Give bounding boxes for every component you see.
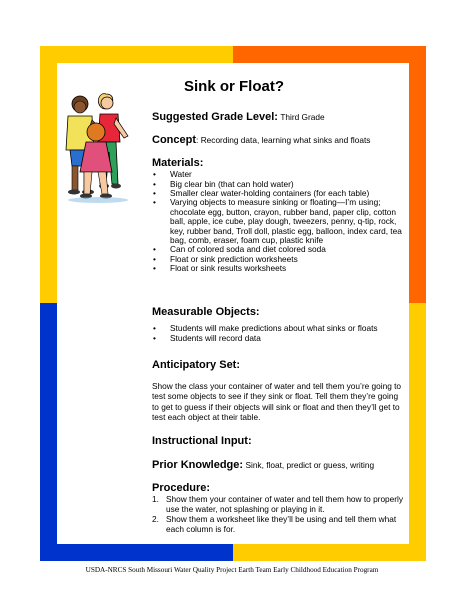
page-title: Sink or Float? xyxy=(183,78,284,95)
frame-right-top xyxy=(409,46,426,303)
grade-level-value: Third Grade xyxy=(280,112,325,122)
materials-list xyxy=(152,170,406,273)
list-item: • Float or sink prediction worksheets xyxy=(152,255,406,264)
list-item: • Smaller clear water-holding containers (for each table) xyxy=(152,189,406,198)
concept-label: Concept xyxy=(152,134,196,146)
list-item: • Float or sink results worksheets xyxy=(152,264,406,273)
procedure-step xyxy=(152,515,406,534)
instructional-section xyxy=(152,436,406,446)
frame-right-bottom xyxy=(409,303,426,561)
anticipatory-text: Show the class your container of water and tell them you’re going to test some objects to see if they sink or float. Tell them they’re going to get to guess if their objects will sink or float and then they’ll get to test each object at their table. xyxy=(152,381,402,422)
materials-section xyxy=(152,158,406,274)
step-text: Show them a worksheet like they’ll be using and tell them what each column is for. xyxy=(166,514,397,534)
anticipatory-heading: Anticipatory Set: xyxy=(152,359,241,371)
measurable-section xyxy=(152,307,406,343)
list-item: • Students will record data xyxy=(152,334,406,343)
measurable-list xyxy=(152,324,406,343)
grade-level-label: Suggested Grade Level: xyxy=(152,111,278,123)
instructional-heading: Instructional Input: xyxy=(152,435,252,447)
frame-bottom-right xyxy=(233,544,426,561)
list-item: • Water xyxy=(152,170,406,179)
grade-level-line xyxy=(152,112,406,122)
concept-value: Recording data, learning what sinks and floats xyxy=(200,135,371,145)
frame-top-left xyxy=(40,46,233,63)
prior-knowledge-label: Prior Knowledge: xyxy=(152,459,244,471)
anticipatory-heading-wrap xyxy=(152,360,406,370)
concept-line xyxy=(152,135,406,145)
list-item: • Varying objects to measure sinking or floating—I’m using; chocolate egg, button, crayon, rubber band, paper clip, cotton ball, apple, ice cube, play dough, tweezers, penny, q-tip, rock, key, rubber band, Troll doll, plastic egg, balloon, index card, tea bag, comb, eraser, foam cup, plastic knife xyxy=(152,198,406,245)
step-number: 1. xyxy=(152,494,159,505)
frame-bottom-left xyxy=(40,544,233,561)
procedure-steps xyxy=(152,495,406,534)
frame-top-right xyxy=(233,46,426,63)
children-playing-illustration xyxy=(62,86,140,204)
procedure-section xyxy=(152,483,406,536)
frame-left-bottom xyxy=(40,303,57,561)
prior-knowledge-value: Sink, float, predict or guess, writing xyxy=(245,460,375,470)
measurable-heading: Measurable Objects: xyxy=(152,306,260,318)
step-text: Show them your container of water and tell them how to properly use the water, not splashing or playing in it. xyxy=(166,494,404,514)
procedure-heading: Procedure: xyxy=(152,482,211,494)
list-item: • Can of colored soda and diet colored soda xyxy=(152,245,406,254)
lesson-content xyxy=(62,66,406,542)
list-item: • Big clear bin (that can hold water) xyxy=(152,180,406,189)
materials-heading: Materials: xyxy=(152,157,204,169)
frame-left-top xyxy=(40,46,57,303)
prior-knowledge-line xyxy=(152,460,406,470)
list-item: • Students will make predictions about what sinks or floats xyxy=(152,324,406,333)
page-footer: USDA-NRCS South Missouri Water Quality Project Earth Team Early Childhood Education Program xyxy=(85,566,379,574)
step-number: 2. xyxy=(152,514,159,525)
concept-colon: : xyxy=(196,135,199,145)
procedure-step xyxy=(152,495,406,514)
